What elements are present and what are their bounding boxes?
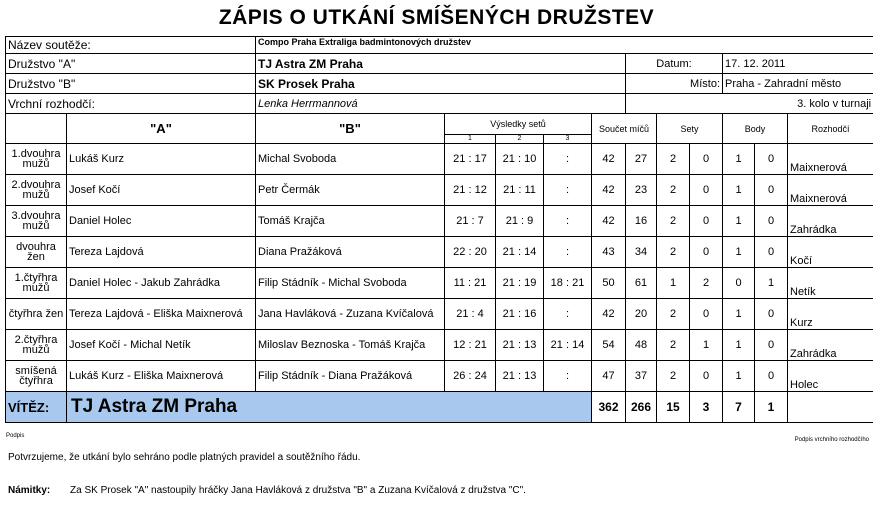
page-title: ZÁPIS O UTKÁNÍ SMÍŠENÝCH DRUŽSTEV	[218, 6, 655, 29]
set-1-score: 21 : 12	[445, 175, 496, 206]
set-3-score: 21 : 14	[544, 330, 592, 361]
points-b: 27	[626, 144, 657, 175]
player-b-cell: Michal Svoboda	[256, 144, 445, 175]
referee-cell: Maixnerová	[788, 175, 873, 206]
sets-a: 2	[657, 361, 690, 392]
points-a: 42	[592, 144, 626, 175]
player-a-cell: Daniel Holec - Jakub Zahrádka	[67, 268, 256, 299]
date-label: Datum:	[626, 54, 723, 74]
set-2-score: 21 : 11	[496, 175, 544, 206]
set-1-score: 26 : 24	[445, 361, 496, 392]
date-value: 17. 12. 2011	[723, 54, 873, 74]
body-b: 0	[755, 330, 788, 361]
set-3-score: 18 : 21	[544, 268, 592, 299]
points-b: 37	[626, 361, 657, 392]
player-b-cell: Filip Stádník - Diana Pražáková	[256, 361, 445, 392]
body-a: 1	[723, 361, 755, 392]
winner-body-b: 1	[755, 392, 788, 423]
set-3-score: :	[544, 299, 592, 330]
referee-cell: Netík	[788, 268, 873, 299]
team-b-row	[6, 74, 873, 94]
sets-a: 2	[657, 299, 690, 330]
sets-b: 0	[690, 299, 723, 330]
sets-a: 1	[657, 268, 690, 299]
team-a-row	[6, 54, 873, 74]
discipline-cell: čtyřhra žen	[6, 299, 67, 330]
winner-points-a: 362	[592, 392, 626, 423]
set-3-score: :	[544, 175, 592, 206]
player-b-cell: Filip Stádník - Michal Svoboda	[256, 268, 445, 299]
set-1-score: 21 : 17	[445, 144, 496, 175]
set-2-score: 21 : 10	[496, 144, 544, 175]
player-a-cell: Lukáš Kurz	[67, 144, 256, 175]
sets-b: 0	[690, 144, 723, 175]
winner-row	[6, 392, 873, 423]
column-header-row	[6, 114, 873, 135]
points-sum-header: Součet míčů	[592, 114, 657, 144]
competition-label: Název soutěže:	[6, 37, 256, 54]
winner-name: TJ Astra ZM Praha	[67, 392, 592, 423]
set-1-score: 12 : 21	[445, 330, 496, 361]
discipline-cell: 1.dvouhra mužů	[6, 144, 67, 175]
referee-cell: Kočí	[788, 237, 873, 268]
match-record-table	[5, 36, 873, 423]
sets-b: 1	[690, 330, 723, 361]
body-b: 1	[755, 268, 788, 299]
set-1-score: 21 : 4	[445, 299, 496, 330]
discipline-cell: 2.čtyřhra mužů	[6, 330, 67, 361]
team-a-name: TJ Astra ZM Praha	[256, 54, 626, 74]
set-2-score: 21 : 9	[496, 206, 544, 237]
referee-cell: Maixnerová	[788, 144, 873, 175]
confirmation-text: Potvrzujeme, že utkání bylo sehráno podle platných pravidel a soutěžního řádu.	[8, 452, 361, 463]
points-b: 23	[626, 175, 657, 206]
place-label: Místo:	[626, 74, 723, 94]
sets-b: 2	[690, 268, 723, 299]
body-a: 1	[723, 206, 755, 237]
signature-label-right: Podpis vrchního rozhodčího	[794, 437, 869, 443]
sets-header: Výsledky setů	[445, 114, 592, 135]
referee-row	[6, 94, 873, 114]
player-b-cell: Diana Pražáková	[256, 237, 445, 268]
sets-b: 0	[690, 237, 723, 268]
winner-sets-b: 3	[690, 392, 723, 423]
player-b-cell: Petr Čermák	[256, 175, 445, 206]
sets-a: 2	[657, 206, 690, 237]
discipline-cell: 2.dvouhra mužů	[6, 175, 67, 206]
body-b: 0	[755, 361, 788, 392]
body-a: 0	[723, 268, 755, 299]
points-a: 54	[592, 330, 626, 361]
points-b: 48	[626, 330, 657, 361]
points-a: 47	[592, 361, 626, 392]
set-3-score: :	[544, 361, 592, 392]
points-a: 42	[592, 175, 626, 206]
referee-cell: Kurz	[788, 299, 873, 330]
body-a: 1	[723, 237, 755, 268]
points-a: 43	[592, 237, 626, 268]
body-b: 0	[755, 206, 788, 237]
discipline-cell: 3.dvouhra mužů	[6, 206, 67, 237]
player-b-cell: Miloslav Beznoska - Tomáš Krajča	[256, 330, 445, 361]
points-b: 34	[626, 237, 657, 268]
winner-referee-cell	[788, 392, 873, 423]
body-b: 0	[755, 144, 788, 175]
referee-spacer	[626, 94, 723, 114]
set-1-score: 11 : 21	[445, 268, 496, 299]
match-row	[6, 330, 873, 361]
player-a-cell: Daniel Holec	[67, 206, 256, 237]
match-row	[6, 144, 873, 175]
set-3-score: :	[544, 206, 592, 237]
player-a-cell: Josef Kočí	[67, 175, 256, 206]
discipline-cell: 1.čtyřhra mužů	[6, 268, 67, 299]
match-row	[6, 206, 873, 237]
set-1-score: 21 : 7	[445, 206, 496, 237]
sets-a: 2	[657, 237, 690, 268]
winner-sets-a: 15	[657, 392, 690, 423]
team-b-name: SK Prosek Praha	[256, 74, 626, 94]
referee-header: Rozhodčí	[788, 114, 873, 144]
sets-a: 2	[657, 330, 690, 361]
match-row	[6, 268, 873, 299]
column-a-header: "A"	[67, 114, 256, 144]
referee-cell: Zahrádka	[788, 330, 873, 361]
competition-row	[6, 37, 873, 54]
set-1-score: 22 : 20	[445, 237, 496, 268]
sets-b: 0	[690, 361, 723, 392]
winner-label: VÍTĚZ:	[6, 392, 67, 423]
match-row	[6, 175, 873, 206]
referee-cell: Holec	[788, 361, 873, 392]
set-3-score: :	[544, 237, 592, 268]
points-a: 50	[592, 268, 626, 299]
referee-cell: Zahrádka	[788, 206, 873, 237]
set-3-score: :	[544, 144, 592, 175]
match-row	[6, 299, 873, 330]
points-a: 42	[592, 206, 626, 237]
signature-label-left: Podpis	[6, 433, 25, 439]
set-2-score: 21 : 19	[496, 268, 544, 299]
notes-text: Za SK Prosek "A" nastoupily hráčky Jana Havláková z družstva "B" a Zuzana Kvíčalová z družstva "C".	[70, 485, 526, 496]
referee-label: Vrchní rozhodčí:	[6, 94, 256, 114]
set-2-score: 21 : 13	[496, 361, 544, 392]
sets-a: 2	[657, 175, 690, 206]
team-a-label: Družstvo "A"	[6, 54, 256, 74]
referee-name: Lenka Herrmannová	[256, 94, 626, 114]
sets-b: 0	[690, 175, 723, 206]
body-header: Body	[723, 114, 788, 144]
player-a-cell: Tereza Lajdová	[67, 237, 256, 268]
sets-a: 2	[657, 144, 690, 175]
set-2-score: 21 : 13	[496, 330, 544, 361]
match-row	[6, 361, 873, 392]
discipline-cell: dvouhra žen	[6, 237, 67, 268]
winner-points-b: 266	[626, 392, 657, 423]
winner-body-a: 7	[723, 392, 755, 423]
points-a: 42	[592, 299, 626, 330]
points-b: 61	[626, 268, 657, 299]
sets-b: 0	[690, 206, 723, 237]
points-b: 20	[626, 299, 657, 330]
discipline-cell: smíšená čtyřhra	[6, 361, 67, 392]
body-a: 1	[723, 330, 755, 361]
match-row	[6, 237, 873, 268]
set-2-header: 2	[496, 135, 544, 144]
player-a-cell: Josef Kočí - Michal Netík	[67, 330, 256, 361]
discipline-header	[6, 114, 67, 144]
column-b-header: "B"	[256, 114, 445, 144]
sets-total-header: Sety	[657, 114, 723, 144]
round-value: 3. kolo v turnaji	[723, 94, 873, 114]
set-3-header: 3	[544, 135, 592, 144]
body-b: 0	[755, 237, 788, 268]
notes-label: Námitky:	[8, 485, 51, 496]
body-a: 1	[723, 175, 755, 206]
player-b-cell: Tomáš Krajča	[256, 206, 445, 237]
player-a-cell: Lukáš Kurz - Eliška Maixnerová	[67, 361, 256, 392]
body-a: 1	[723, 299, 755, 330]
body-a: 1	[723, 144, 755, 175]
set-1-header: 1	[445, 135, 496, 144]
competition-name: Compo Praha Extraliga badmintonových družstev	[256, 37, 873, 54]
player-b-cell: Jana Havláková - Zuzana Kvíčalová	[256, 299, 445, 330]
points-b: 16	[626, 206, 657, 237]
set-2-score: 21 : 16	[496, 299, 544, 330]
player-a-cell: Tereza Lajdová - Eliška Maixnerová	[67, 299, 256, 330]
body-b: 0	[755, 175, 788, 206]
team-b-label: Družstvo "B"	[6, 74, 256, 94]
set-2-score: 21 : 14	[496, 237, 544, 268]
body-b: 0	[755, 299, 788, 330]
place-value: Praha - Zahradní město	[723, 74, 873, 94]
